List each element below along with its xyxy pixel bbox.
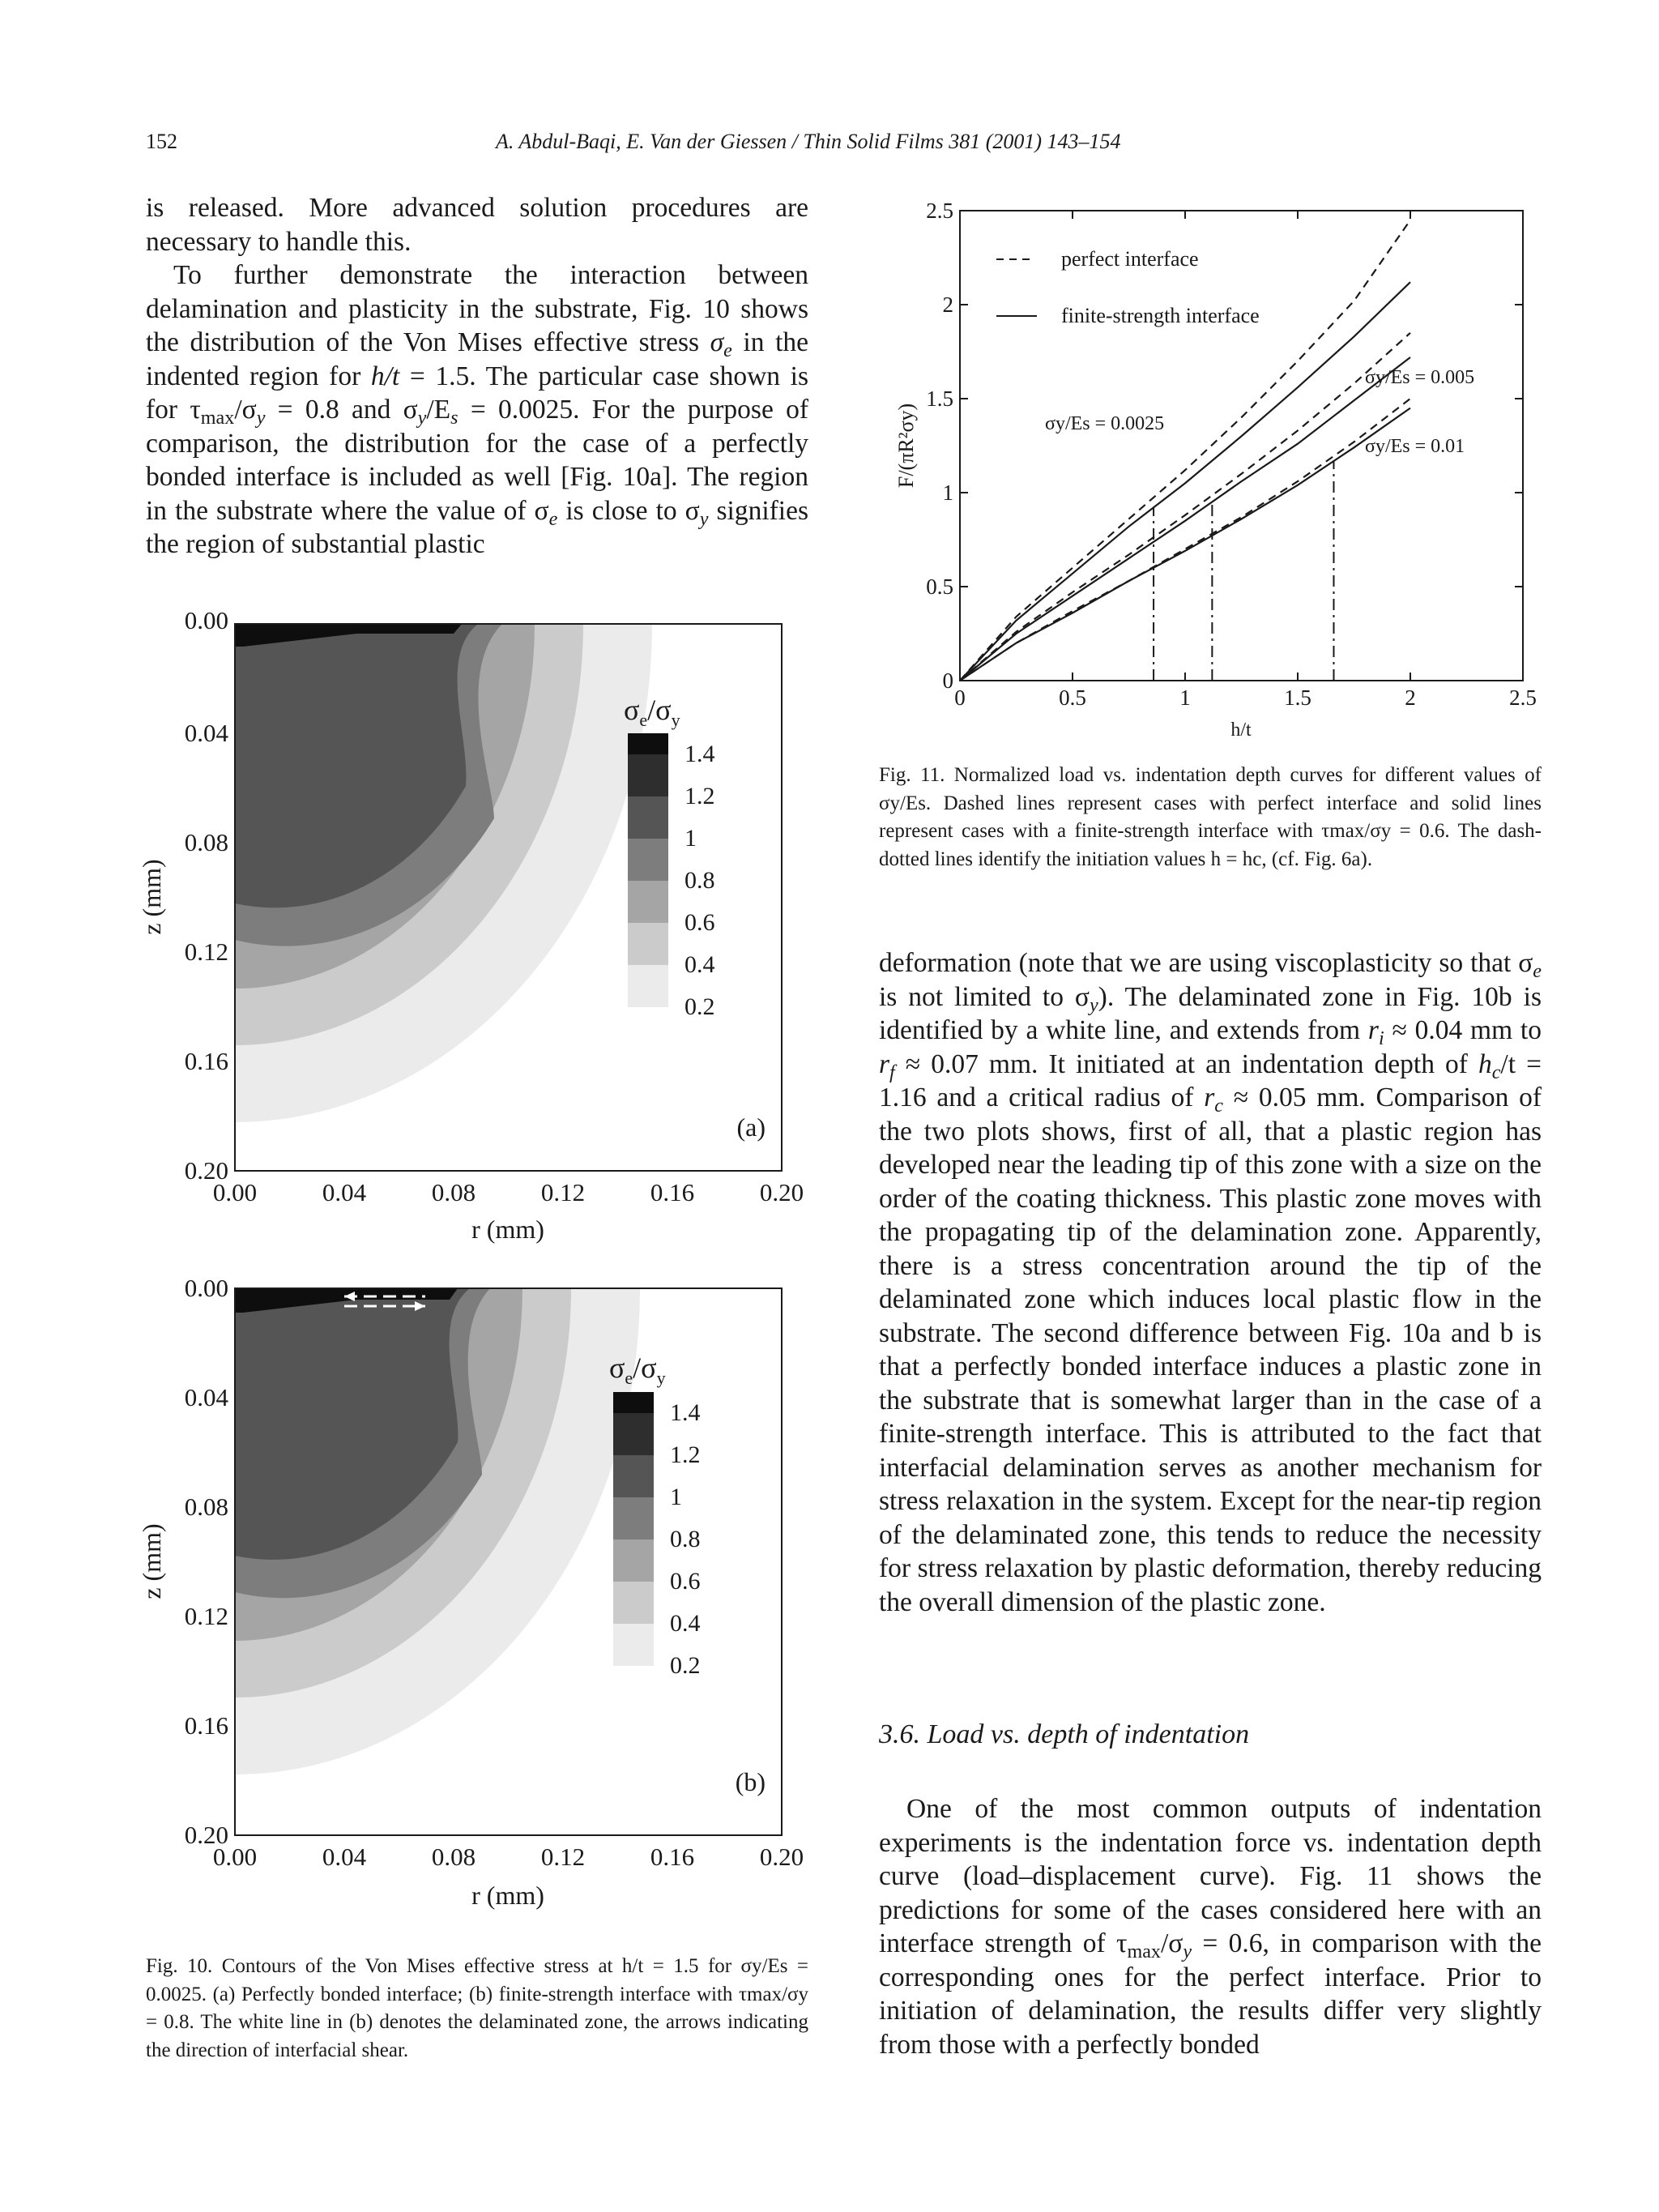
perfect-interface-curve bbox=[960, 333, 1410, 681]
page-number: 152 bbox=[146, 130, 177, 153]
colorbar-level: 0.8 bbox=[670, 1526, 701, 1552]
left-column-text bbox=[146, 191, 808, 562]
x-tick-label: 1 bbox=[1179, 685, 1191, 710]
right-paragraph-1: deformation (note that we are using viscoplasticity so that $\sigma_e$ is not limited to $\sigma_y$). The delaminated zone in Fig. 10b is identified by a white line, and extends from $r_i \approx 0.04$ mm to $r_f \approx 0.07$ mm. It initiated at an indentation depth of $h_c/t = 1.16$ and a critical radius of $r_c \approx 0.05$ mm. Comparison of the two plots shows, first of all, that a plastic region has developed near the leading tip of this zone with a size on the order of the coating thickness. This plastic zone moves with the propagating tip of the delamination zone. Apparently, there is a stress concentration around the tip of the delaminated zone which induces local plastic flow in the substrate. The second difference between Fig. 10a and b is that a perfectly bonded interface induces a plastic zone in the substrate that is somewhat larger than in the case of a finite-strength interface. This is attributed to the fact that interfacial delamination serves as another mechanism for stress relaxation in the system. Except for the near-tip region of the delaminated zone, this tends to reduce the necessity for stress relaxation by plastic deformation, thereby reducing the overall dimension of the plastic zone. bbox=[879, 948, 1542, 1617]
section-heading: 3.6. Load vs. depth of indentation bbox=[879, 1719, 1250, 1749]
x-tick-label: 2.5 bbox=[1509, 685, 1537, 710]
left-paragraph-1: is released. More advanced solution procedures are necessary to handle this. bbox=[146, 193, 808, 257]
y-axis-label: z (mm) bbox=[137, 1523, 166, 1599]
curve-annotation: σy/Es = 0.0025 bbox=[1045, 413, 1165, 434]
fig10b-contour-plot bbox=[137, 1272, 826, 1928]
curve-annotation: σy/Es = 0.005 bbox=[1365, 367, 1475, 388]
colorbar-level: 1 bbox=[684, 825, 697, 852]
y-tick-label: 1.5 bbox=[926, 386, 953, 411]
x-tick: 0.20 bbox=[759, 1843, 804, 1871]
colorbar-level: 1.4 bbox=[670, 1399, 701, 1426]
y-tick-label: 2 bbox=[942, 293, 953, 317]
colorbar-level: 0.2 bbox=[670, 1652, 701, 1679]
y-tick: 0.12 bbox=[184, 1602, 228, 1630]
fig11-caption: Fig. 11. Normalized load vs. indentation depth curves for different values of σy/Es. Dashed lines represent cases with perfect interface and solid lines represent cases with a finite-strength interface with τmax/σy = 0.6. The dash-dotted lines identify the initiation values h = hc, (cf. Fig. 6a). bbox=[879, 764, 1542, 870]
y-tick-label: 1 bbox=[942, 480, 953, 505]
right-column-text-2 bbox=[879, 1792, 1542, 2061]
y-tick: 0.12 bbox=[184, 937, 228, 966]
y-axis-label: F/(πR²σy) bbox=[894, 403, 918, 489]
x-tick: 0.08 bbox=[431, 1178, 476, 1206]
y-tick-label: 0 bbox=[942, 668, 953, 693]
legend-title: $\sigma_e/\sigma_y$ bbox=[609, 1352, 666, 1388]
y-tick: 0.08 bbox=[184, 1492, 228, 1521]
y-tick: 0.04 bbox=[184, 719, 228, 747]
perfect-interface-curve bbox=[960, 399, 1410, 681]
x-tick: 0.12 bbox=[540, 1843, 586, 1871]
colorbar bbox=[628, 733, 668, 1028]
x-tick: 0.00 bbox=[212, 1178, 258, 1206]
y-tick: 0.04 bbox=[184, 1383, 228, 1411]
y-tick: 0.20 bbox=[184, 1156, 228, 1185]
x-tick-label: 1.5 bbox=[1284, 685, 1311, 710]
fig11-load-depth-chart bbox=[879, 194, 1551, 745]
x-tick-label: 0 bbox=[954, 685, 966, 710]
finite-strength-curve bbox=[960, 357, 1410, 681]
colorbar-level: 1 bbox=[670, 1484, 682, 1510]
left-paragraph-2: To further demonstrate the interaction between delamination and plasticity in the substrate, Fig. 10 shows the distribution of the Von Mises effective stress $\sigma_e$ in the indented region for h/t = 1.5. The particular case shown is for $\tau_{max}/\sigma_y = 0.8$ and $\sigma_y/E_s = 0.0025$. For the purpose of comparison, the distribution for the case of a perfectly bonded interface is included as well [Fig. 10a]. The region in the substrate where the value of $\sigma_e$ is close to $\sigma_y$ signifies the region of substantial plastic bbox=[146, 260, 808, 559]
colorbar-level: 0.8 bbox=[684, 867, 715, 894]
x-tick-label: 0.5 bbox=[1059, 685, 1086, 710]
x-axis-label: h/t bbox=[1230, 720, 1252, 741]
y-tick-label: 0.5 bbox=[926, 574, 953, 599]
y-tick: 0.16 bbox=[184, 1047, 228, 1075]
x-tick: 0.00 bbox=[212, 1843, 258, 1871]
x-tick: 0.20 bbox=[759, 1178, 804, 1206]
x-tick: 0.16 bbox=[650, 1843, 695, 1871]
finite-strength-curve bbox=[960, 282, 1410, 681]
fig10-caption: Fig. 10. Contours of the Von Mises effective stress at h/t = 1.5 for σy/Es = 0.0025. (a) Perfectly bonded interface; (b) finite-strength interface with τmax/σy = 0.8. The white line in (b) denotes the delaminated zone, the arrows indicating the direction of interfacial shear. bbox=[146, 1955, 808, 2061]
x-tick: 0.08 bbox=[431, 1843, 476, 1871]
y-tick-label: 2.5 bbox=[926, 199, 953, 223]
colorbar bbox=[613, 1392, 654, 1687]
colorbar-level: 1.2 bbox=[670, 1441, 701, 1468]
legend-entry: perfect interface bbox=[1061, 247, 1199, 271]
legend-title: $\sigma_e/\sigma_y$ bbox=[624, 694, 680, 730]
y-tick: 0.16 bbox=[184, 1711, 228, 1740]
x-tick: 0.04 bbox=[322, 1178, 367, 1206]
curve-annotation: σy/Es = 0.01 bbox=[1365, 436, 1465, 457]
colorbar-level: 0.4 bbox=[670, 1610, 701, 1637]
colorbar-level: 0.2 bbox=[684, 993, 715, 1020]
fig10a-contour-plot bbox=[137, 606, 826, 1256]
right-paragraph-2: One of the most common outputs of indentation experiments is the indentation force vs. indentation depth curve (load–displacement curve). Fig. 11 shows the predictions for some of the cases considered here with an interface strength of $\tau_{max}/\sigma_y = 0.6$, in comparison with the corresponding ones for the perfect interface. Prior to initiation of delamination, the results differ very slightly from those with a perfectly bonded bbox=[879, 1794, 1542, 2060]
y-axis-label: z (mm) bbox=[137, 859, 166, 935]
colorbar-level: 0.6 bbox=[670, 1568, 701, 1595]
y-tick: 0.20 bbox=[184, 1821, 228, 1849]
x-axis-label: r (mm) bbox=[471, 1215, 544, 1244]
right-column-text bbox=[879, 946, 1542, 1619]
y-tick: 0.00 bbox=[184, 1274, 228, 1302]
running-title: A. Abdul-Baqi, E. Van der Giessen / Thin Solid Films 381 (2001) 143–154 bbox=[496, 130, 1121, 153]
colorbar-level: 1.4 bbox=[684, 741, 715, 767]
colorbar-level: 0.4 bbox=[684, 951, 715, 978]
colorbar-level: 0.6 bbox=[684, 909, 715, 936]
x-tick: 0.12 bbox=[540, 1178, 586, 1206]
legend-entry: finite-strength interface bbox=[1061, 304, 1260, 327]
panel-label: (b) bbox=[735, 1767, 766, 1796]
x-tick: 0.04 bbox=[322, 1843, 367, 1871]
panel-label: (a) bbox=[736, 1112, 766, 1142]
colorbar-level: 1.2 bbox=[684, 783, 715, 809]
x-tick-label: 2 bbox=[1405, 685, 1416, 710]
x-axis-label: r (mm) bbox=[471, 1881, 544, 1910]
y-tick: 0.08 bbox=[184, 828, 228, 856]
y-tick: 0.00 bbox=[184, 606, 228, 634]
x-tick: 0.16 bbox=[650, 1178, 695, 1206]
